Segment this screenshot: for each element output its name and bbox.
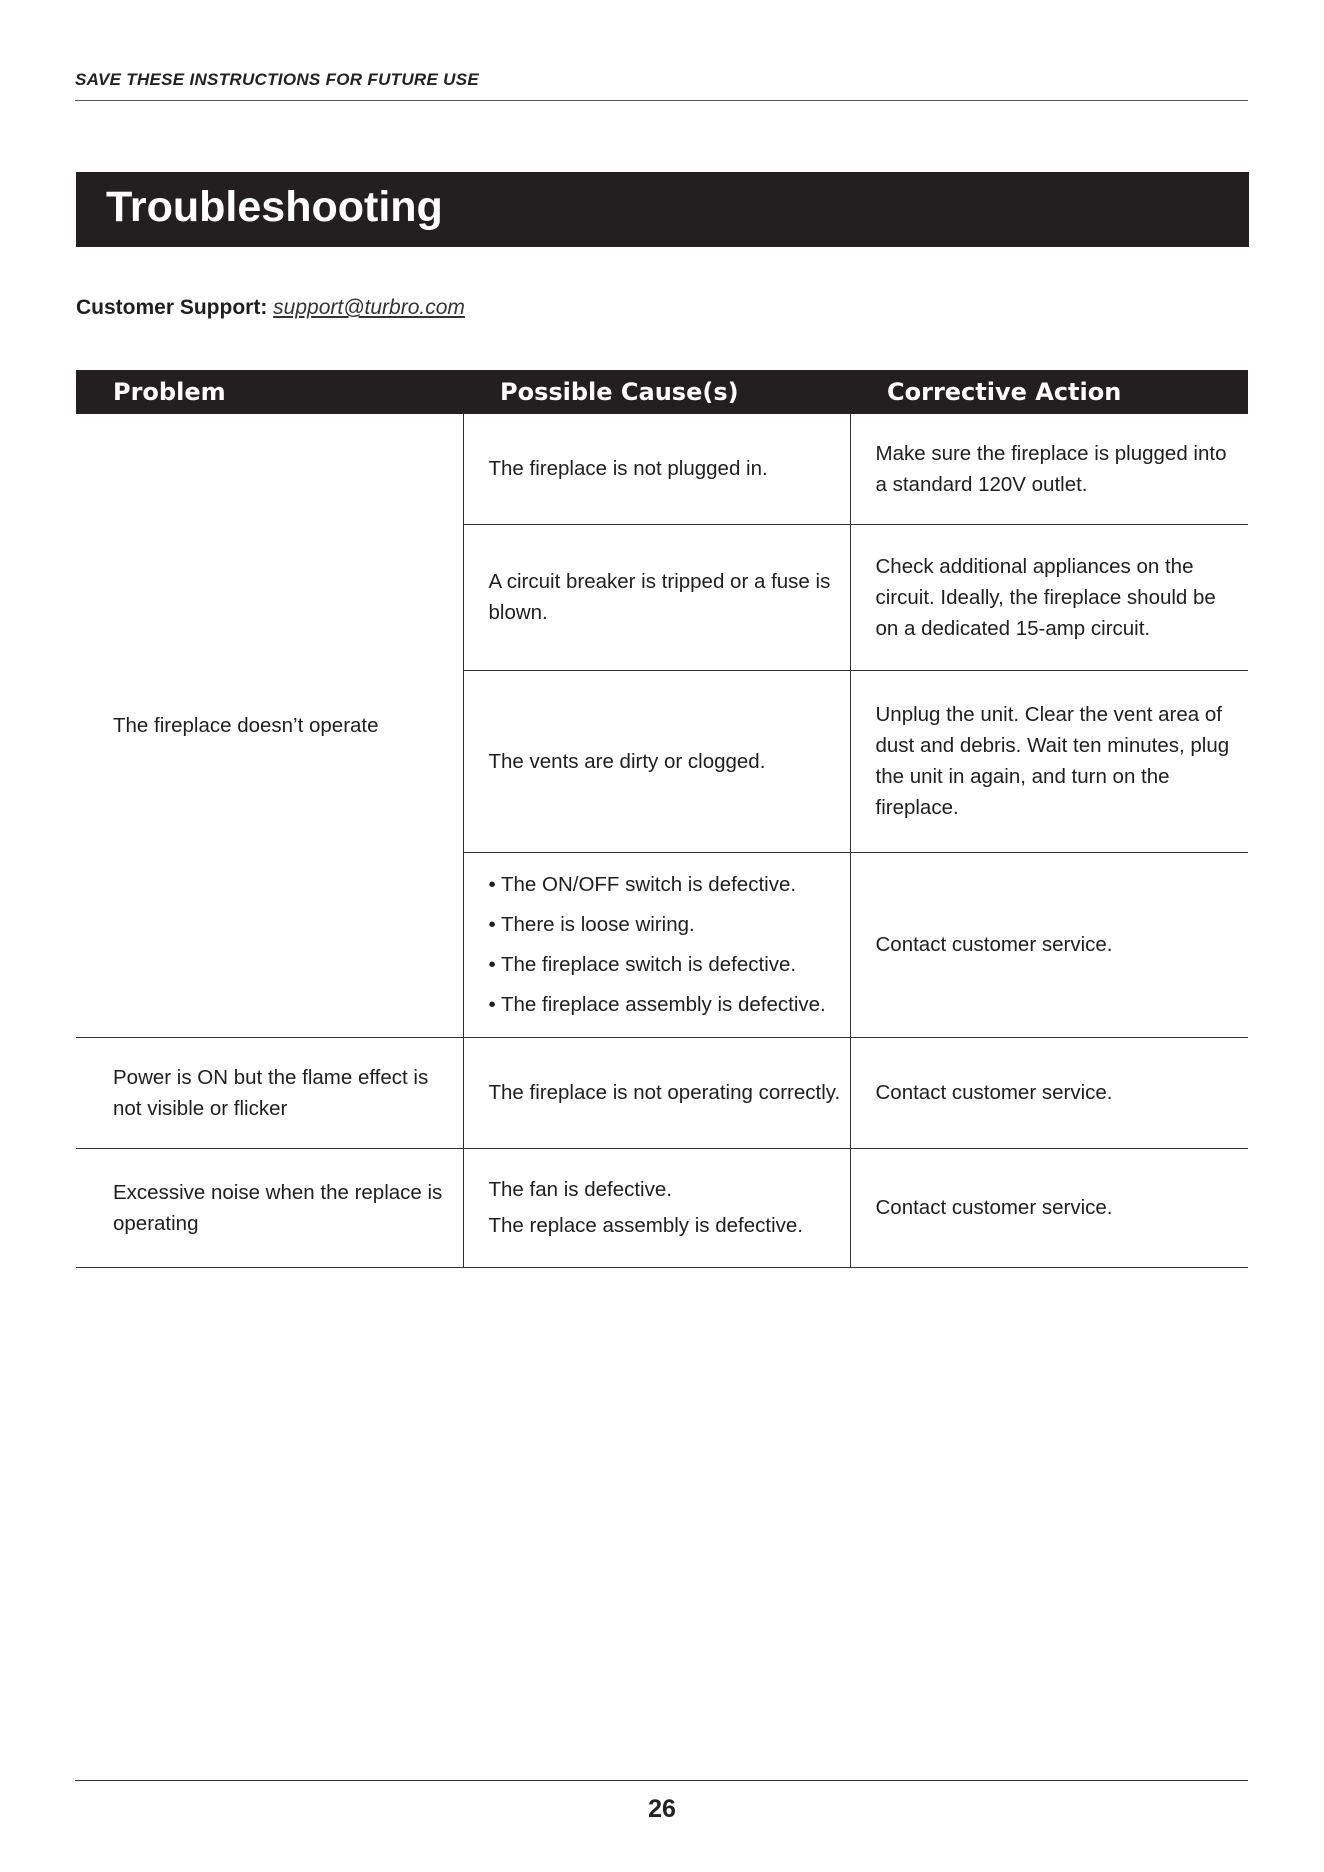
header-problem: Problem — [76, 370, 463, 414]
footer-divider — [75, 1780, 1248, 1781]
page-number: 26 — [648, 1795, 676, 1823]
page-title: Troubleshooting — [106, 183, 443, 231]
header-corrective-action: Corrective Action — [850, 370, 1248, 414]
cause-bullet: • The fireplace switch is defective. — [488, 952, 797, 976]
action-cell: Contact customer service. — [850, 852, 1248, 1037]
cause-cell — [463, 852, 850, 1037]
cause-bullet: • There is loose wiring. — [488, 912, 695, 936]
cause-line: The replace assembly is defective. — [488, 1213, 803, 1237]
table-row — [76, 1037, 1248, 1148]
problem-cell: Power is ON but the flame effect is not visible or flicker — [76, 1037, 463, 1148]
action-cell: Unplug the unit. Clear the vent area of dust and debris. Wait ten minutes, plug the unit in again, and turn on the fireplace. — [850, 670, 1248, 852]
cause-cell: A circuit breaker is tripped or a fuse is blown. — [463, 524, 850, 670]
cause-bullet: • The ON/OFF switch is defective. — [488, 872, 797, 896]
cause-line: The fan is defective. — [488, 1177, 672, 1201]
troubleshooting-table — [76, 370, 1248, 1268]
cause-cell: The fireplace is not operating correctly. — [463, 1037, 850, 1148]
action-cell: Contact customer service. — [850, 1037, 1248, 1148]
cause-cell — [463, 1148, 850, 1267]
support-email-link[interactable]: support@turbro.com — [273, 296, 465, 319]
title-banner — [76, 172, 1249, 247]
header-notice: SAVE THESE INSTRUCTIONS FOR FUTURE USE — [75, 70, 480, 89]
action-cell: Contact customer service. — [850, 1148, 1248, 1267]
table-header-row — [76, 370, 1248, 414]
support-label: Customer Support: — [76, 296, 268, 319]
cause-cell: The vents are dirty or clogged. — [463, 670, 850, 852]
header-divider — [75, 100, 1248, 101]
action-cell: Check additional appliances on the circuit. Ideally, the fireplace should be on a dedicated 15-amp circuit. — [850, 524, 1248, 670]
header-possible-causes: Possible Cause(s) — [463, 370, 850, 414]
cause-cell: The fireplace is not plugged in. — [463, 414, 850, 524]
table-row — [76, 414, 1248, 524]
table-row — [76, 1148, 1248, 1267]
problem-cell: The fireplace doesn’t operate — [76, 414, 463, 1037]
customer-support — [76, 296, 465, 320]
cause-bullet: • The fireplace assembly is defective. — [488, 992, 826, 1016]
problem-cell: Excessive noise when the replace is operating — [76, 1148, 463, 1267]
action-cell: Make sure the fireplace is plugged into a standard 120V outlet. — [850, 414, 1248, 524]
